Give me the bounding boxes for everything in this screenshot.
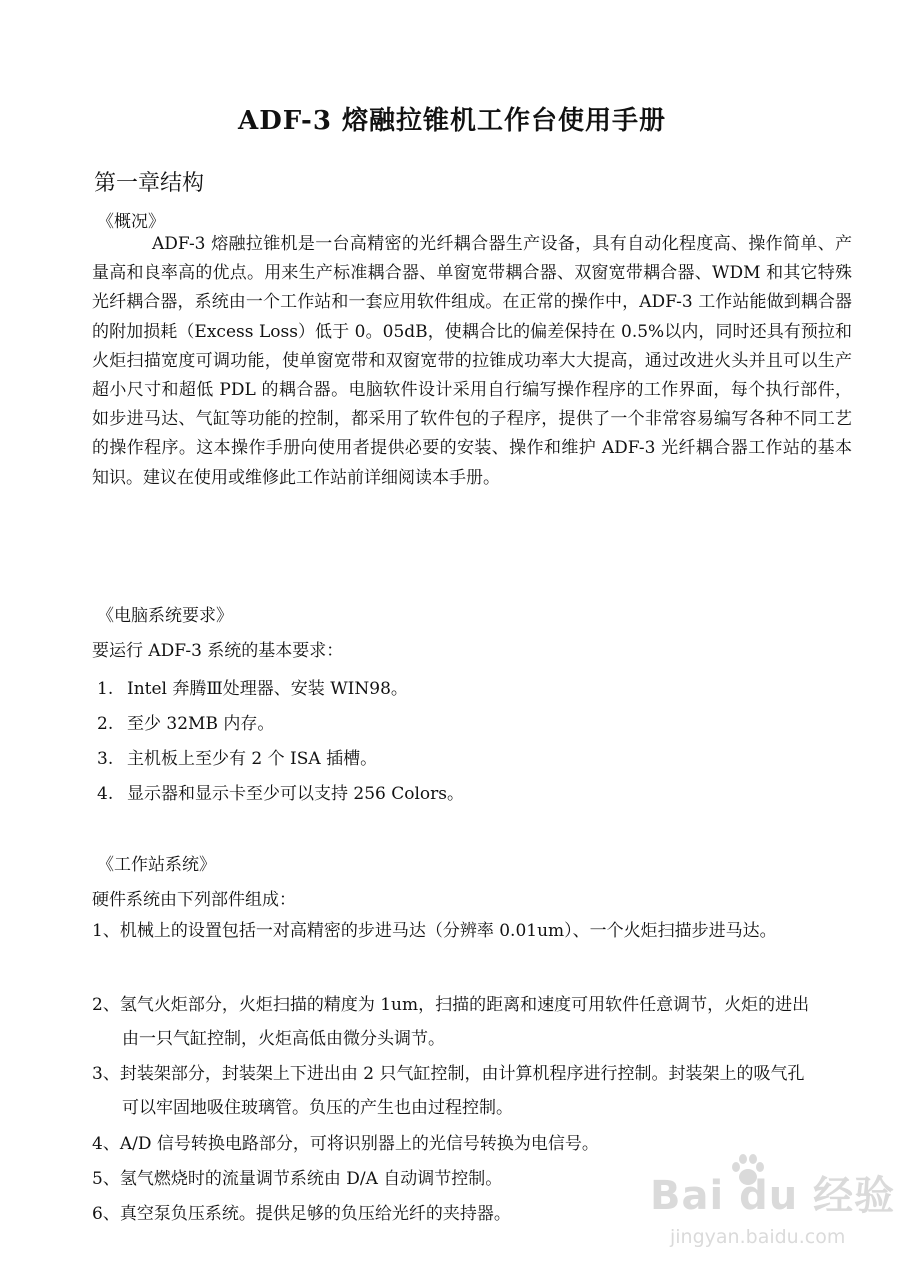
hardware-item (92, 988, 852, 1056)
hardware-item-continuation: 可以牢固地吸住玻璃管。负压的产生也由过程控制。 (122, 1098, 513, 1118)
hardware-item-text: 3、封装架部分，封装架上下进出由 2 只气缸控制，由计算机程序进行控制。封装架上的吸气孔 (92, 1064, 805, 1084)
pc-requirements-intro: 要运行 ADF-3 系统的基本要求： (92, 641, 344, 661)
hardware-item-text: 5、氢气燃烧时的流量调节系统由 D/A 自动调节控制。 (92, 1169, 503, 1189)
list-item-text: Intel 奔腾Ⅲ处理器、安装 WIN98。 (127, 679, 408, 699)
section-heading-overview: 《概况》 (97, 212, 165, 232)
watermark-logo-text: Bai du 经验 (650, 1173, 896, 1219)
hardware-item (92, 1057, 852, 1125)
workstation-intro: 硬件系统由下列部件组成： (92, 890, 296, 910)
list-item (97, 779, 464, 804)
hardware-item-continuation: 由一只气缸控制，火炬高低由微分头调节。 (122, 1029, 445, 1049)
hardware-item-text: 1、机械上的设置包括一对高精密的步进马达（分辨率 0.01um）、一个火炬扫描步进马达。 (92, 921, 777, 941)
list-item-number: 2. (97, 714, 114, 734)
list-item-text: 至少 32MB 内存。 (127, 714, 275, 734)
list-item-number: 4. (97, 784, 114, 804)
hardware-item (92, 914, 852, 948)
chapter-heading: 第一章结构 (94, 171, 205, 196)
list-item-number: 1. (97, 679, 114, 699)
hardware-item-text: 2、氢气火炬部分，火炬扫描的精度为 1um，扫描的距离和速度可用软件任意调节，火炬的进出 (92, 995, 810, 1015)
baidu-jingyan-watermark (640, 1150, 896, 1270)
list-item (97, 709, 274, 734)
list-item-number: 3. (97, 749, 114, 769)
hardware-item-text: 4、A/D 信号转换电路部分，可将识别器上的光信号转换为电信号。 (92, 1134, 599, 1154)
section-heading-pc-requirements: 《电脑系统要求》 (97, 606, 233, 626)
overview-paragraph: ADF-3 熔融拉锥机是一台高精密的光纤耦合器生产设备，具有自动化程度高、操作简单、产量高和良率高的优点。用来生产标准耦合器、单窗宽带耦合器、双窗宽带耦合器、WDM 和其它特殊光纤耦合器，系统由一个工作站和一套应用软件组成。在正常的操作中，ADF-3 工作站能做到耦合器的附加损耗（Excess Loss）低于 0。05dB，使耦合比的偏差保持在 0.5%以内，同时还具有预拉和火炬扫描宽度可调功能，使单窗宽带和双窗宽带的拉锥成功率大大提高，通过改进火头并且可以生产超小尺寸和超低 PDL 的耦合器。电脑软件设计采用自行编写操作程序的工作界面，每个执行部件，如步进马达、气缸等功能的控制，都采用了软件包的子程序，提供了一个非常容易编写各种不同工艺的操作程序。这本操作手册向使用者提供必要的安装、操作和维护 ADF-3 光纤耦合器工作站的基本知识。建议在使用或维修此工作站前详细阅读本手册。 (92, 234, 852, 488)
hardware-item-text: 6、真空泵负压系统。提供足够的负压给光纤的夹持器。 (92, 1204, 511, 1224)
section-heading-workstation: 《工作站系统》 (97, 855, 216, 875)
list-item-text: 主机板上至少有 2 个 ISA 插槽。 (127, 749, 378, 769)
watermark-url: jingyan.baidu.com (670, 1226, 846, 1248)
list-item-text: 显示器和显示卡至少可以支持 256 Colors。 (127, 784, 465, 804)
list-item (97, 744, 377, 769)
document-title: ADF-3 熔融拉锥机工作台使用手册 (238, 106, 666, 136)
list-item (97, 674, 408, 699)
